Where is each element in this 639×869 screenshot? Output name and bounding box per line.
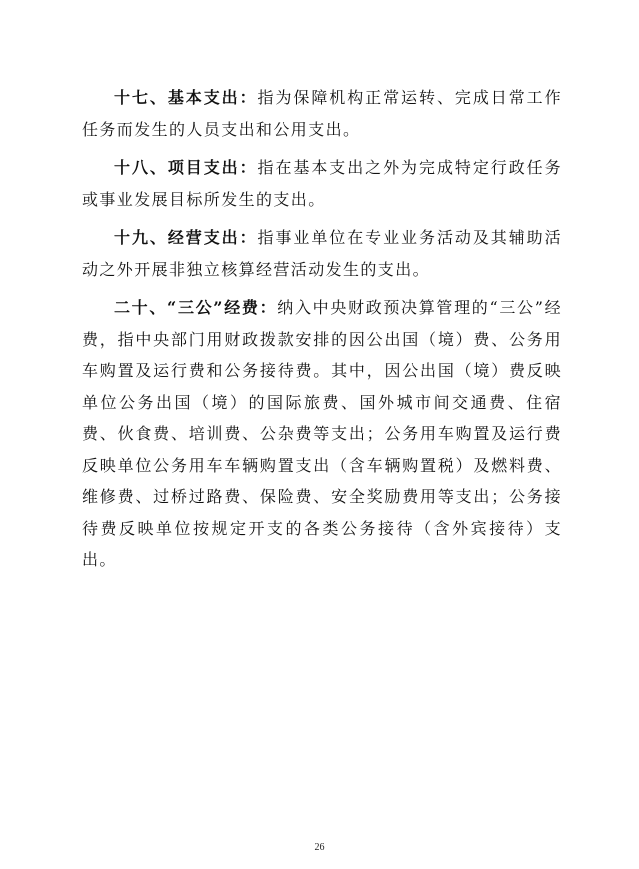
- definition-paragraph-20: [82, 292, 562, 576]
- definition-text: 纳入中央财政预决算管理的“三公”经费，指中央部门用财政拨款安排的因公出国（境）费、公务用车购置及运行费和公务接待费。其中，因公出国（境）费反映单位公务出国（境）的国际旅费、国外城市间交通费、住宿费、伙食费、培训费、公杂费等支出；公务用车购置及运行费反映单位公务用车车辆购置支出（含车辆购置税）及燃料费、维修费、过桥过路费、保险费、安全奖励费用等支出；公务接待费反映单位按规定开支的各类公务接待（含外宾接待）支出。: [82, 298, 562, 569]
- definition-term: 十八、项目支出：: [114, 158, 258, 177]
- definition-paragraph-19: [82, 222, 562, 285]
- definition-term: 十七、基本支出：: [114, 88, 258, 107]
- document-body: [82, 82, 562, 583]
- definition-paragraph-17: [82, 82, 562, 145]
- definition-text: 指事业单位在专业业务活动及其辅助活动之外开展非独立核算经营活动发生的支出。: [82, 228, 562, 279]
- page-number: 26: [314, 842, 325, 853]
- definition-paragraph-18: [82, 152, 562, 215]
- definition-text: 指在基本支出之外为完成特定行政任务或事业发展目标所发生的支出。: [82, 158, 562, 209]
- definition-text: 指为保障机构正常运转、完成日常工作任务而发生的人员支出和公用支出。: [82, 88, 562, 139]
- definition-term: 二十、“三公”经费：: [114, 298, 278, 317]
- definition-term: 十九、经营支出：: [114, 228, 258, 247]
